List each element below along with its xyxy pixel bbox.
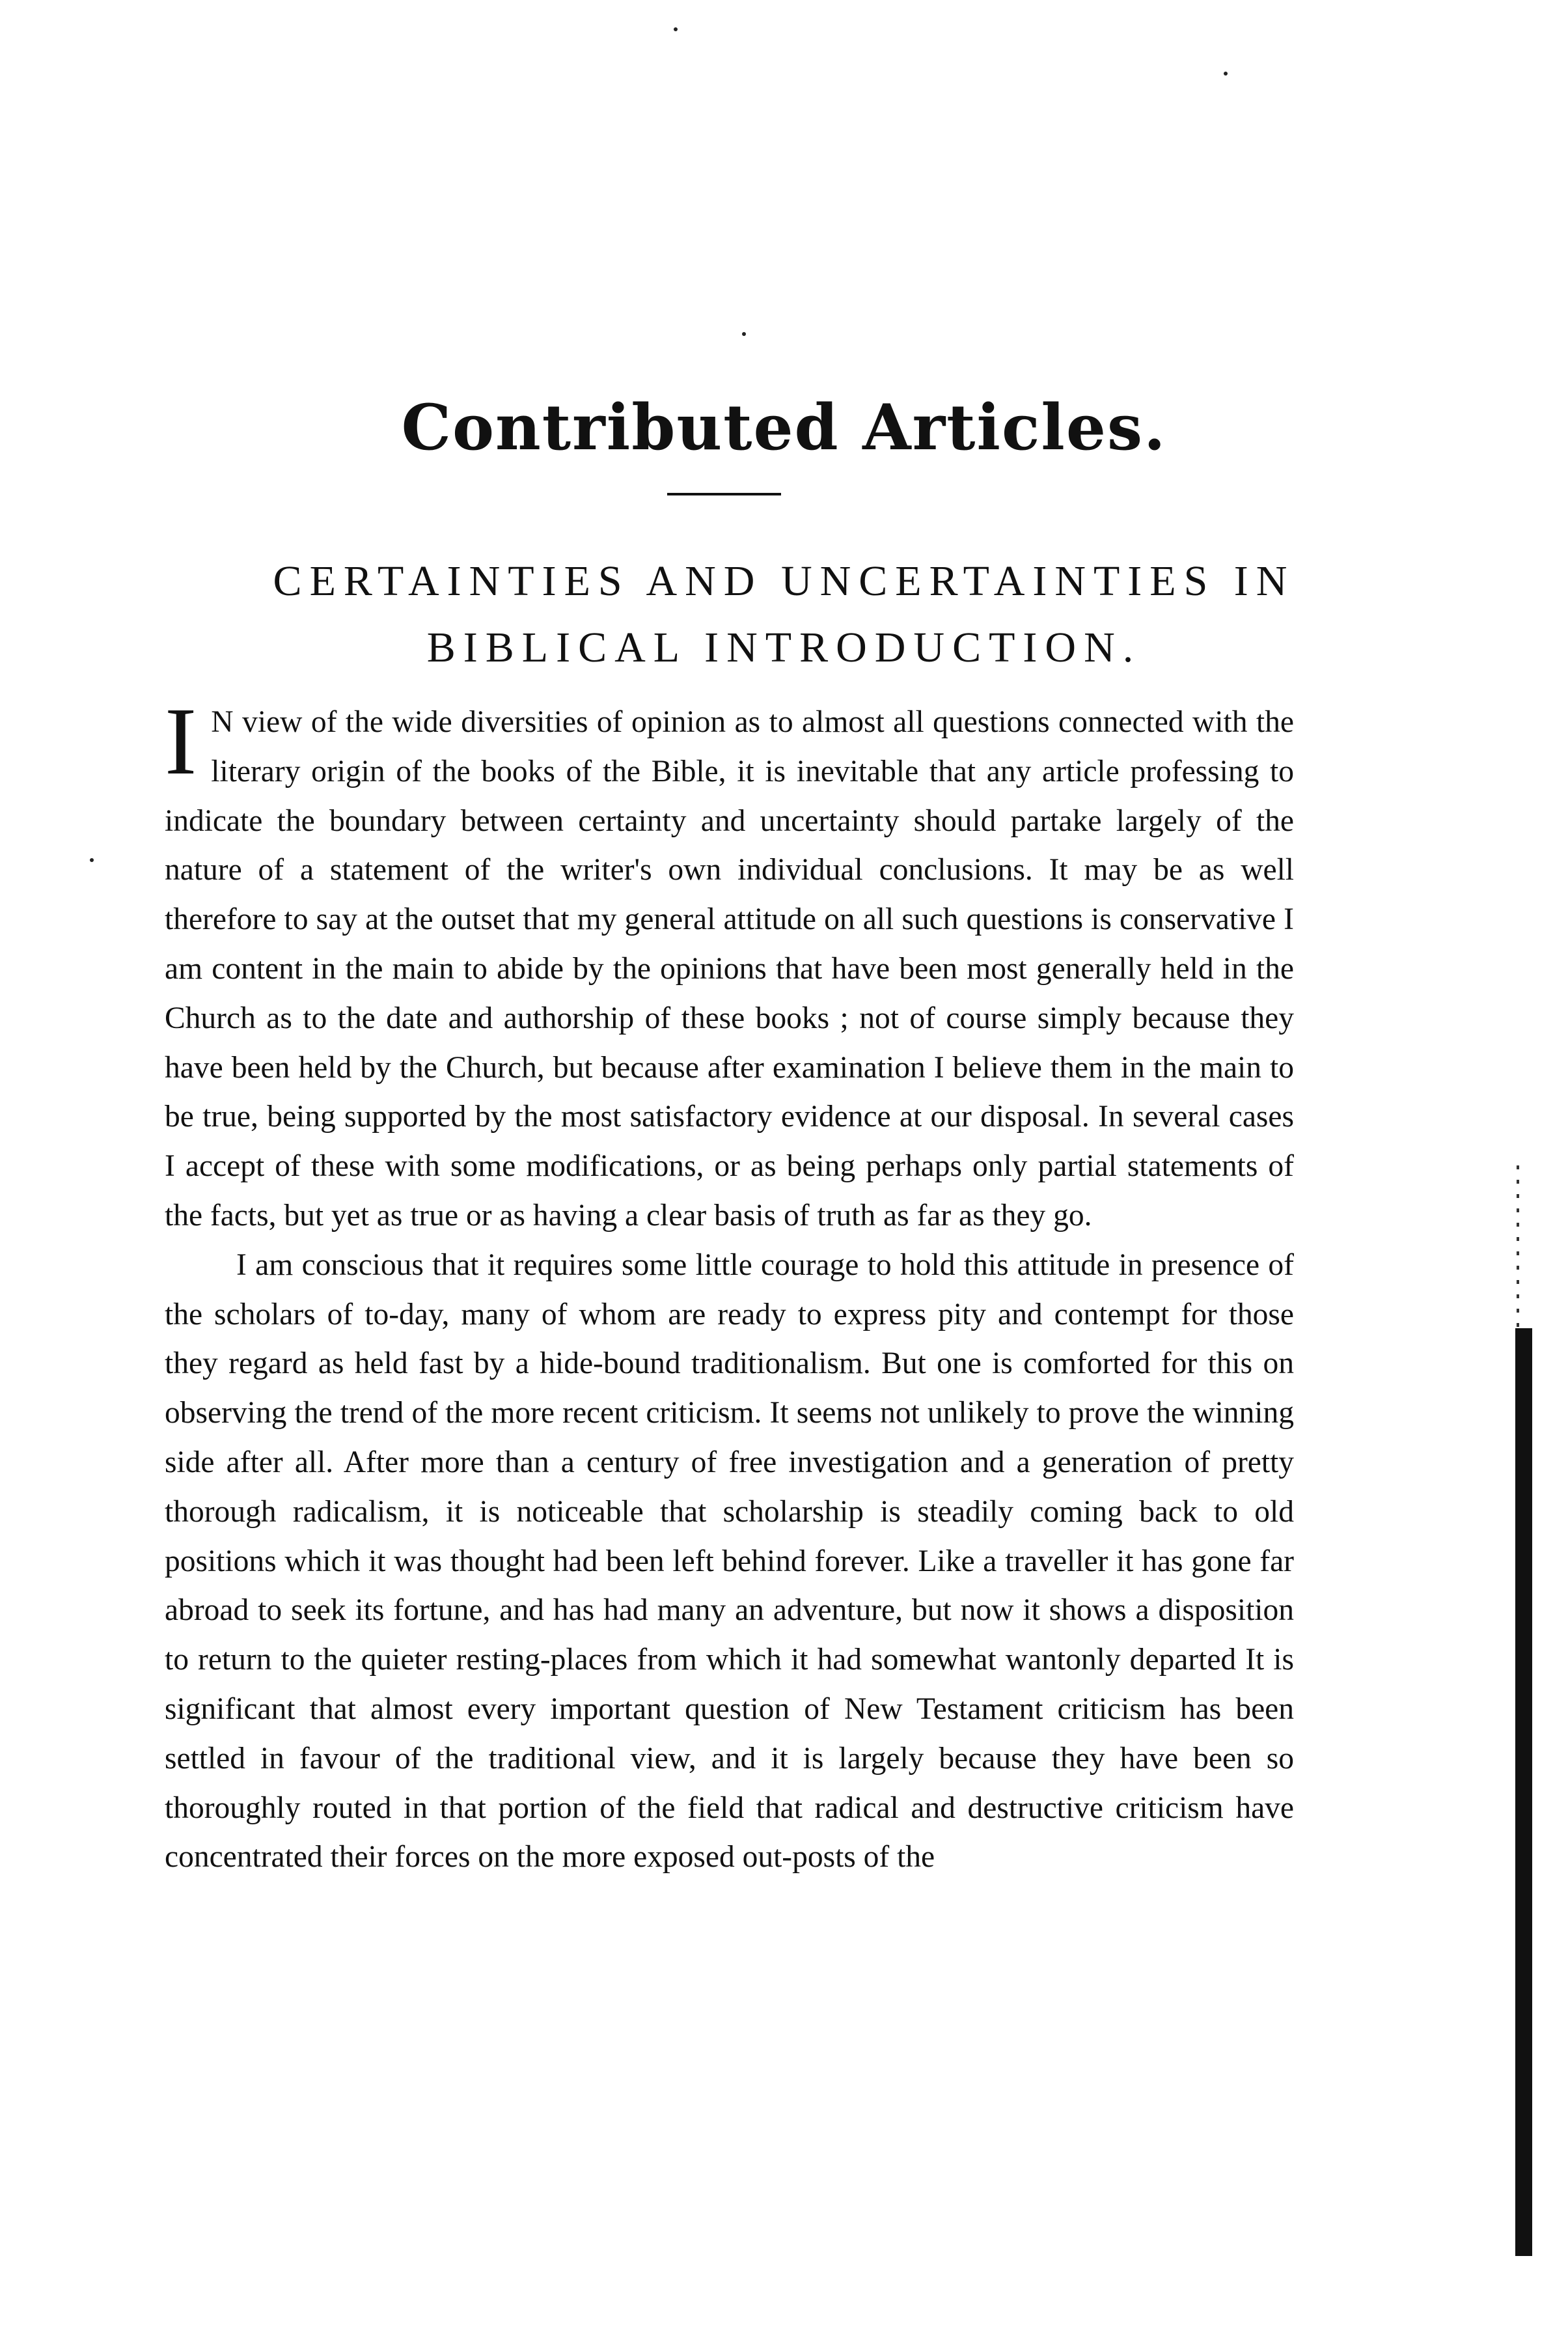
scan-margin-mark [1517, 1165, 1519, 1328]
paragraph-2: I am conscious that it requires some little courage to hold this attitude in presence of the scholars of to-day, many of whom are ready to express pity and contempt for those they regard as held fast by a hide-bound traditionalism. But one is comforted for this on observing the trend of the more recent criticism. It seems not unlikely to prove the winning side after all. After more than a century of free investigation and a generation of pretty thorough radicalism, it is noticeable that scholarship is steadily coming back to old positions which it was thought had been left behind forever. Like a traveller it has gone far abroad to seek its fortune, and has had many an adventure, but now it shows a disposition to return to the quieter resting-places from which it had somewhat wantonly departed It is significant that almost every important question of New Testament criticism has been settled in favour of the traditional view, and it is largely because they have been so thoroughly routed in that portion of the field that radical and destructive criticism have concentrated their forces on the more exposed out-posts of the [165, 1247, 1294, 1874]
heading-rule [667, 493, 781, 495]
article-title-line-1: CERTAINTIES AND UNCERTAINTIES IN [273, 557, 1295, 605]
article-title [117, 548, 1451, 681]
paragraph-1 [165, 688, 1294, 1241]
scan-speck [90, 858, 94, 862]
scan-speck [742, 332, 746, 336]
scan-speck [1224, 72, 1228, 76]
scan-speck [674, 27, 678, 31]
article-title-line-2: BIBLICAL INTRODUCTION. [426, 624, 1142, 671]
drop-cap: I [165, 688, 197, 795]
scan-margin-bar [1515, 1328, 1532, 2256]
article-body [165, 688, 1294, 1882]
paragraph-1-text: N view of the wide diversities of opinion as to almost all questions connected with the literary origin of the books of the Bible, it is inevitable that any article professing to indicate the boundary between certainty and uncertainty should partake largely of the nature of a statement of the writer's own individual conclusions. It may be as well therefore to say at the outset that my general attitude on all such questions is conservative I am content in the main to abide by the opinions that have been most generally held in the Church as to the date and authorship of these books ; not of course simply because they have been held by the Church, but because after examination I believe them in the main to be true, being supported by the most satisfactory evidence at our disposal. In several cases I accept of these with some modifications, or as being perhaps only partial statements of the facts, but yet as true or as having a clear basis of truth as far as they go. [165, 705, 1294, 1233]
section-heading: Contributed Articles. [401, 391, 1167, 464]
